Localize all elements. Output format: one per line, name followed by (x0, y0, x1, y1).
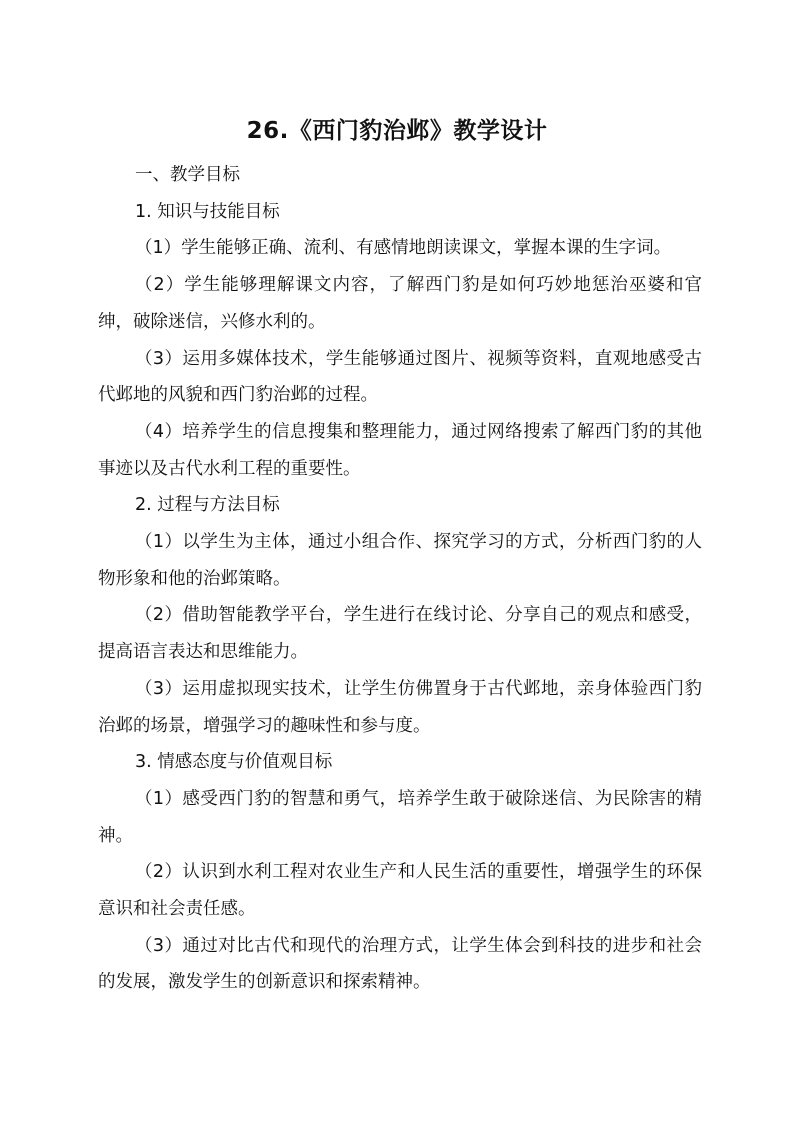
goal-item: （3）运用多媒体技术，学生能够通过图片、视频等资料，直观地感受古代邺地的风貌和西门豹治邺的过程。 (98, 348, 702, 406)
goal-item: （1）感受西门豹的智慧和勇气，培养学生敢于破除迷信、为民除害的精神。 (98, 788, 702, 846)
goal-item: （4）培养学生的信息搜集和整理能力，通过网络搜索了解西门豹的其他事迹以及古代水利工程的重要性。 (98, 421, 702, 479)
goal-item: （1）学生能够正确、流利、有感情地朗读课文，掌握本课的生字词。 (135, 238, 672, 259)
subsection-heading-knowledge-skills: 1. 知识与技能目标 (135, 201, 280, 222)
goal-item: （3）通过对比古代和现代的治理方式，让学生体会到科技的进步和社会的发展，激发学生的创新意识和探索精神。 (98, 935, 702, 993)
goal-item: （2）学生能够理解课文内容，了解西门豹是如何巧妙地惩治巫婆和官绅，破除迷信，兴修水利的。 (98, 275, 702, 332)
document-body (98, 157, 702, 1001)
goal-item: （2）认识到水利工程对农业生产和人民生活的重要性，增强学生的环保意识和社会责任感。 (98, 862, 702, 920)
subsection-heading-emotion-values: 3. 情感态度与价值观目标 (135, 752, 333, 773)
document-title: 26.《西门豹治邺》教学设计 (246, 118, 548, 144)
section-heading-teaching-goals: 一、教学目标 (135, 165, 240, 185)
goal-item: （3）运用虚拟现实技术，让学生仿佛置身于古代邺地，亲身体验西门豹治邺的场景，增强学习的趣味性和参与度。 (98, 678, 702, 736)
goal-item: （1）以学生为主体，通过小组合作、探究学习的方式，分析西门豹的人物形象和他的治邺策略。 (98, 532, 702, 589)
subsection-heading-process-methods: 2. 过程与方法目标 (135, 495, 280, 516)
goal-item: （2）借助智能教学平台，学生进行在线讨论、分享自己的观点和感受，提高语言表达和思维能力。 (98, 605, 702, 663)
